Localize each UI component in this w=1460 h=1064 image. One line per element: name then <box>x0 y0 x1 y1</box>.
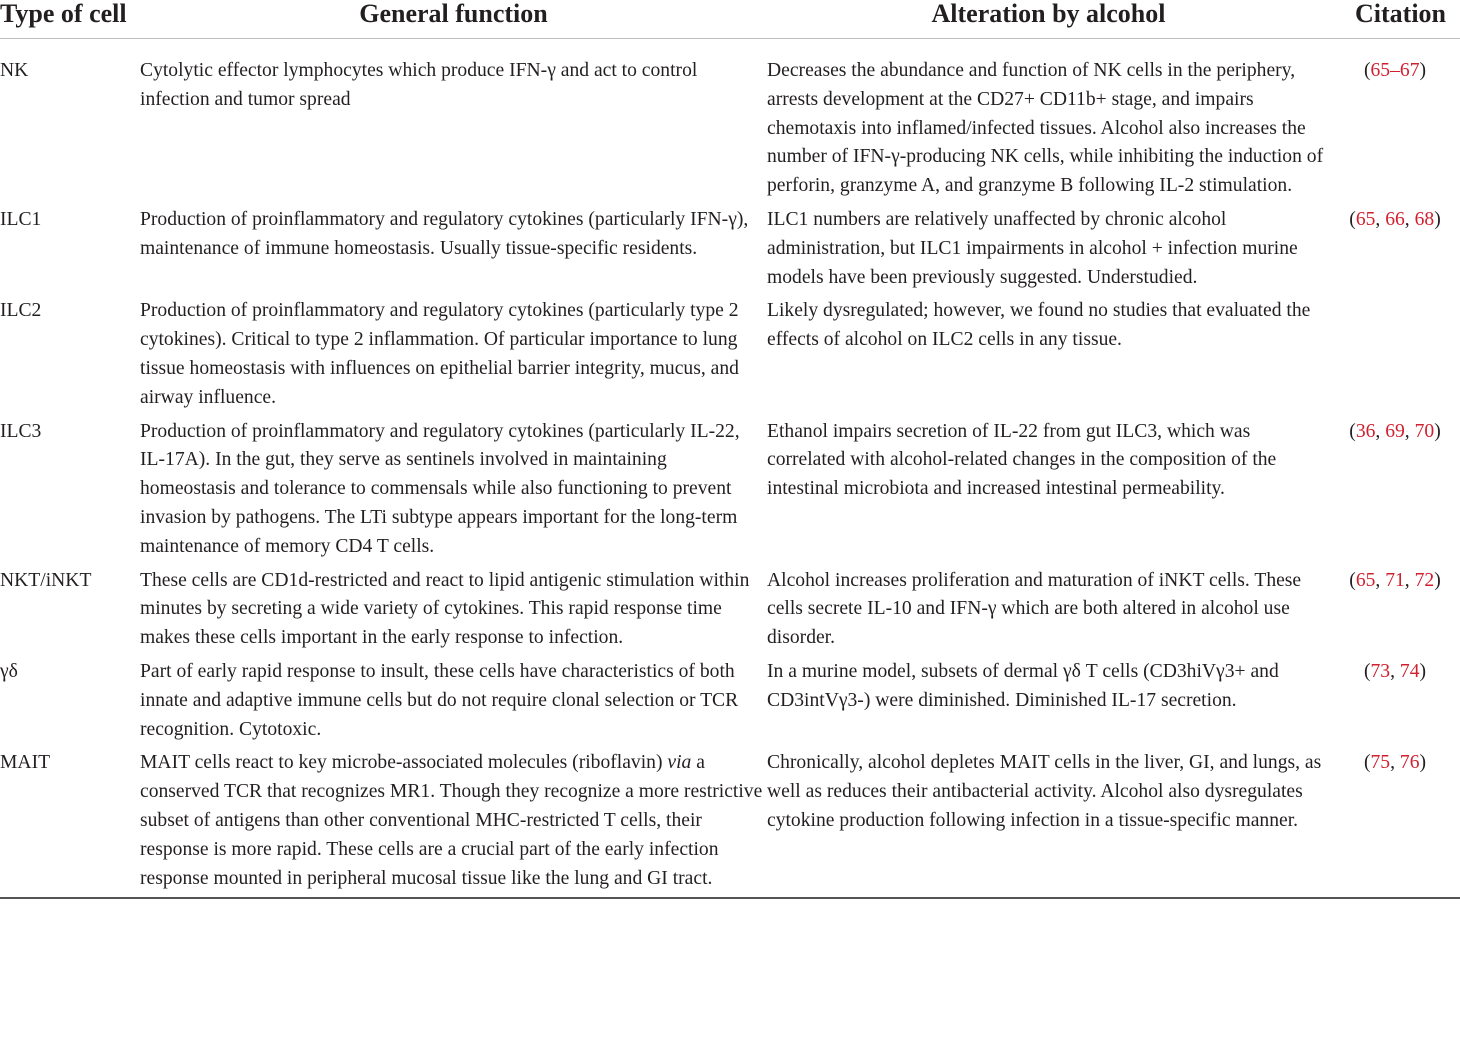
cell-function <box>140 749 767 898</box>
citation-link[interactable]: 65–67 <box>1370 60 1420 81</box>
citation-link[interactable]: 65 <box>1355 208 1376 230</box>
citation-link[interactable]: 36 <box>1355 420 1376 442</box>
cell-alteration: Chronically, alcohol depletes MAIT cells in the liver, GI, and lungs, as well as reduces their antibacterial activity. Alcohol also dysregulates cytokine production following infection in a tissue-specific manner. <box>767 749 1330 898</box>
citation-link[interactable]: 76 <box>1399 752 1420 774</box>
cell-alteration: In a murine model, subsets of dermal γδ T cells (CD3hiVγ3+ and CD3intVγ3-) were diminished. Diminished IL-17 secretion. <box>767 660 1279 711</box>
cell-type: NKT/iNKT <box>0 569 92 591</box>
header-type-of-cell: Type of cell <box>0 0 140 39</box>
table-row <box>0 297 1460 417</box>
cell-citation: (75, 76) <box>1330 749 1460 898</box>
cell-alteration: ILC1 numbers are relatively unaffected by chronic alcohol administration, but ILC1 impairments in alcohol + infection murine models have been previously suggested. Understudied. <box>767 208 1298 288</box>
citation-link[interactable]: 65 <box>1355 569 1376 591</box>
header-general-function: General function <box>140 0 767 39</box>
cell-type: NK <box>0 60 29 81</box>
cell-alteration: Likely dysregulated; however, we found no studies that evaluated the effects of alcohol on ILC2 cells in any tissue. <box>767 300 1311 351</box>
function-text: a conserved TCR that recognizes MR1. Though they recognize a more restrictive subset of antigens than other conventional MHC-restricted T cells, their response is more rapid. These cells are a crucial part of the early infection response mounted in peripheral mucosal tissue like the lung and GI tract. <box>140 752 763 889</box>
cell-citation: (65–67) <box>1363 60 1427 81</box>
cell-citation <box>1330 297 1460 417</box>
cell-type: MAIT <box>0 749 140 898</box>
cell-citation: (73, 74) <box>1363 660 1427 682</box>
citation-link[interactable]: 71 <box>1385 569 1405 591</box>
table-row <box>0 206 1460 297</box>
citation-link[interactable]: 73 <box>1370 660 1391 682</box>
header-citation: Citation <box>1330 0 1460 39</box>
cell-type: ILC1 <box>0 208 42 230</box>
cell-type: γδ <box>0 660 18 682</box>
cell-alteration: Ethanol impairs secretion of IL-22 from gut ILC3, which was correlated with alcohol-related changes in the composition of the intestinal microbiota and increased intestinal permeability. <box>767 420 1277 500</box>
table-row <box>0 567 1460 658</box>
cell-alteration: Alcohol increases proliferation and maturation of iNKT cells. These cells secrete IL-10 and IFN-γ which are both altered in alcohol use disorder. <box>767 569 1302 649</box>
cell-function: Part of early rapid response to insult, these cells have characteristics of both innate and adaptive immune cells but do not require clonal selection or TCR recognition. Cytotoxic. <box>140 660 739 740</box>
citation-link[interactable]: 68 <box>1414 208 1435 230</box>
function-italic-text: via <box>667 752 692 774</box>
citation-link[interactable]: 74 <box>1399 660 1420 682</box>
table-row <box>0 749 1460 898</box>
table-row <box>0 658 1460 749</box>
cell-function: Production of proinflammatory and regulatory cytokines (particularly IL-22, IL-17A). In the gut, they serve as sentinels involved in maintaining homeostasis and tolerance to commensals while also functioning to prevent invasion by pathogens. The LTi subtype appears important for the long-term maintenance of memory CD4 T cells. <box>140 420 740 557</box>
citation-link[interactable]: 69 <box>1385 420 1405 442</box>
citation-link[interactable]: 72 <box>1414 569 1435 591</box>
cell-alteration: Decreases the abundance and function of NK cells in the periphery, arrests development at the CD27+ CD11b+ stage, and impairs chemotaxis into inflamed/infected tissues. Alcohol also increases the number of IFN-γ-producing NK cells, while inhibiting the induction of perforin, granzyme A, and granzyme B following IL-2 stimulation. <box>767 60 1324 197</box>
header-alteration-by-alcohol: Alteration by alcohol <box>767 0 1330 39</box>
cell-type: ILC3 <box>0 420 42 442</box>
cell-function: Production of proinflammatory and regulatory cytokines (particularly IFN-γ), maintenance of immune homeostasis. Usually tissue-specific residents. <box>140 208 749 259</box>
cell-citation: (36, 69, 70) <box>1349 420 1441 442</box>
cell-citation: (65, 71, 72) <box>1349 569 1441 591</box>
table-header <box>0 0 1460 39</box>
table-row <box>0 418 1460 567</box>
function-text: MAIT cells react to key microbe-associated molecules (riboflavin) <box>140 752 668 774</box>
citation-link[interactable]: 66 <box>1385 208 1405 230</box>
table-row <box>0 39 1460 206</box>
citation-link[interactable]: 70 <box>1414 420 1435 442</box>
cell-function: Production of proinflammatory and regulatory cytokines (particularly type 2 cytokines). Critical to type 2 inflammation. Of particular importance to lung tissue homeostasis with influences on epithelial barrier integrity, mucus, and airway influence. <box>140 300 739 408</box>
cell-function: These cells are CD1d-restricted and react to lipid antigenic stimulation within minutes by secreting a wide variety of cytokines. This rapid response time makes these cells important in the early response to infection. <box>140 569 750 649</box>
cell-citation: (65, 66, 68) <box>1349 208 1441 230</box>
cell-type: ILC2 <box>0 300 42 322</box>
citation-link[interactable]: 75 <box>1370 752 1391 774</box>
cell-function: Cytolytic effector lymphocytes which produce IFN-γ and act to control infection and tumor spread <box>140 60 698 110</box>
header-row <box>0 0 1460 39</box>
table-body <box>0 39 1460 899</box>
